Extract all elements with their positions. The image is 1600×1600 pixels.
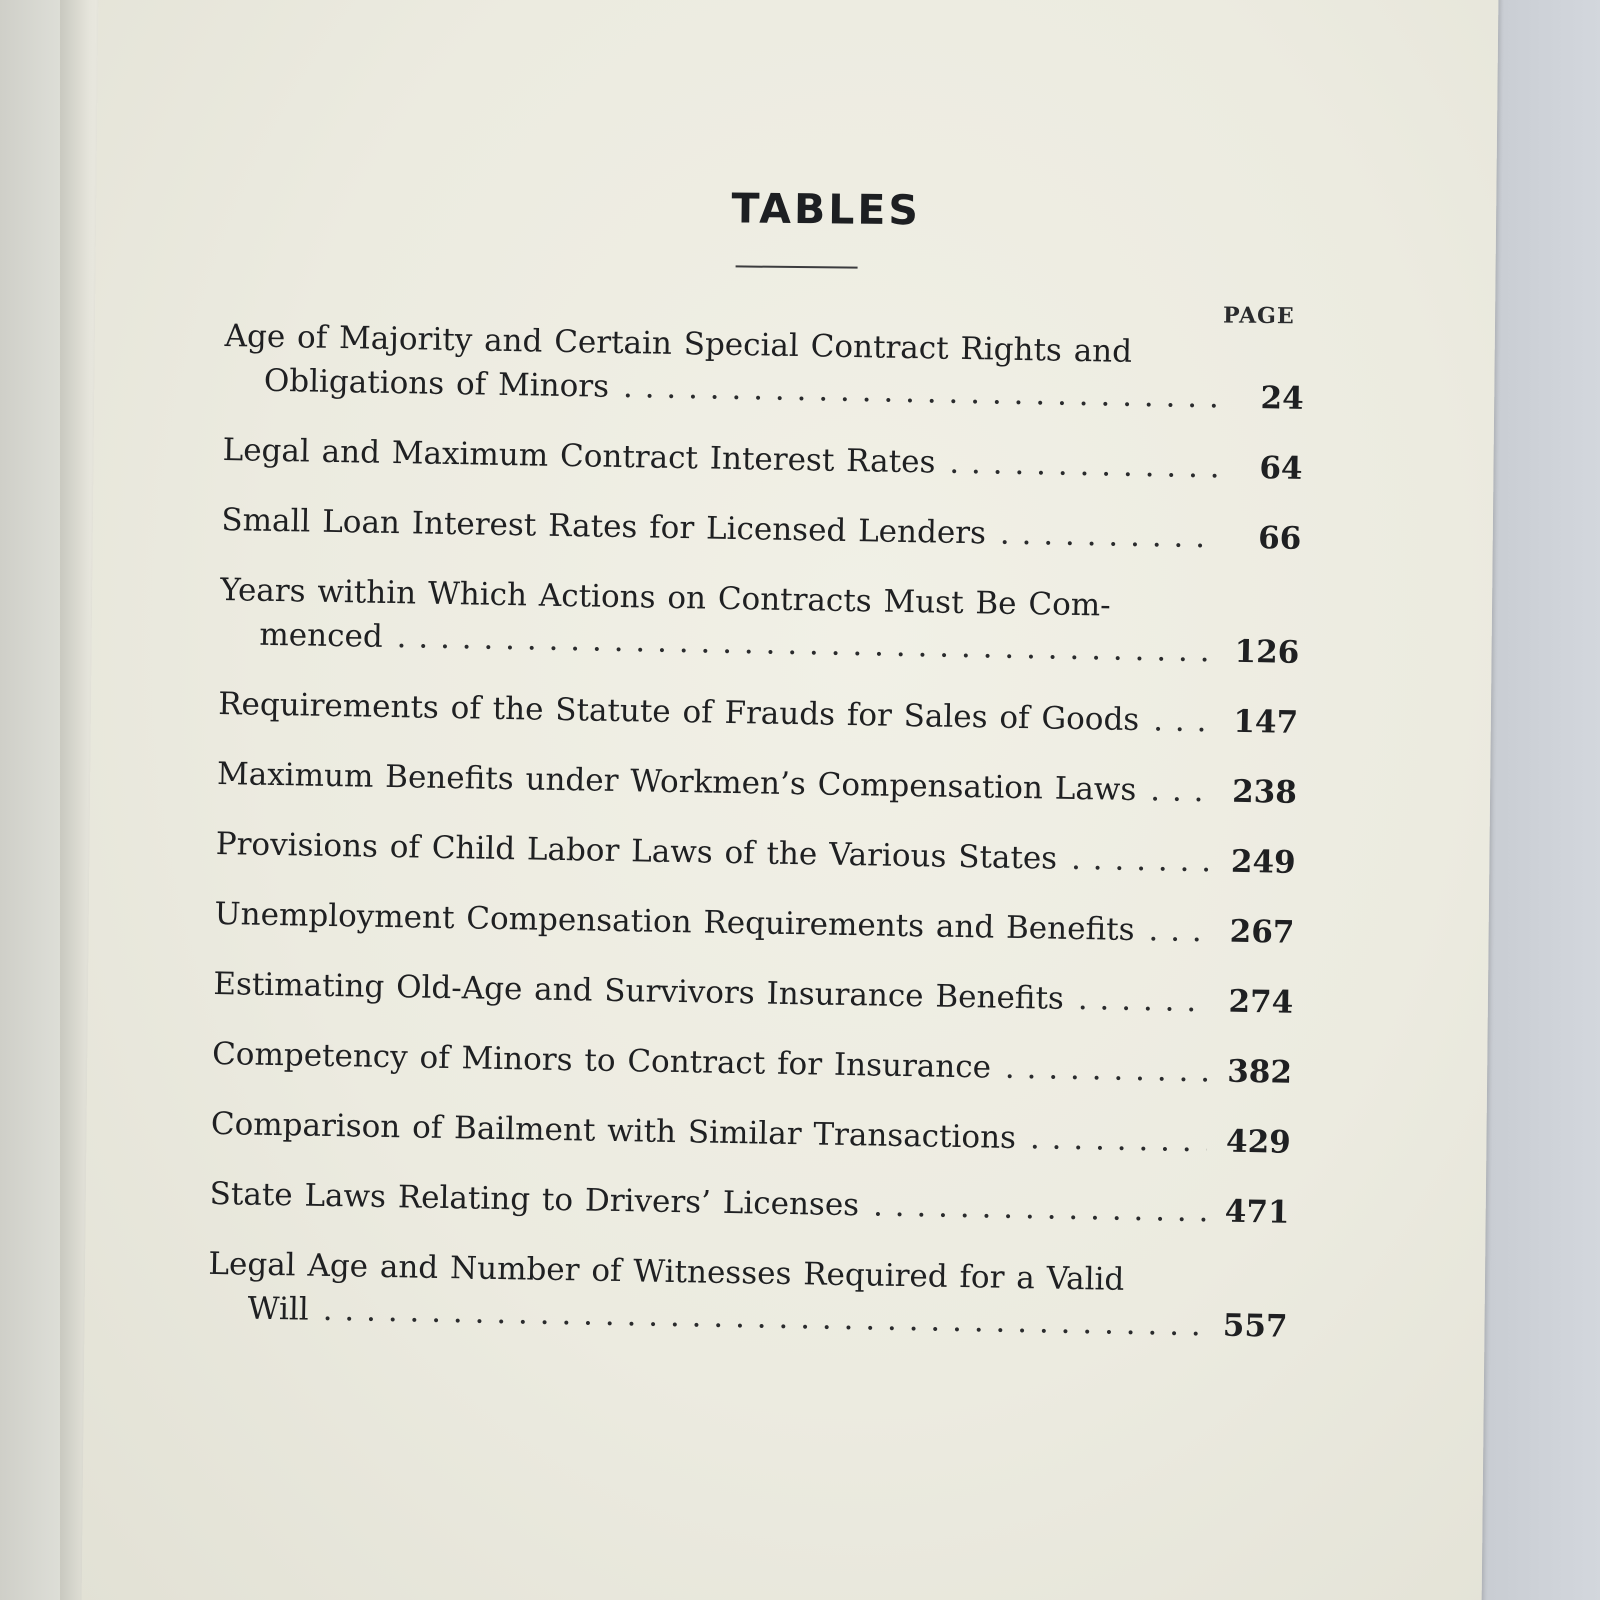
entry-page-number: 66 <box>1257 520 1302 557</box>
background-surface <box>1480 0 1600 1600</box>
dot-leader <box>1030 1116 1208 1163</box>
entry-title: Comparison of Bailment with Similar Transactions <box>210 1105 1017 1156</box>
dot-leader <box>1078 977 1210 1023</box>
dot-leader <box>1071 837 1212 883</box>
list-item <box>224 314 1305 421</box>
entry-title-continued: Obligations of Minors <box>263 362 610 405</box>
entry-title: Legal and Maximum Contract Interest Rates <box>222 432 936 481</box>
title-rule <box>736 265 858 268</box>
entry-title-continued: Will <box>247 1290 310 1328</box>
list-item <box>222 428 1303 491</box>
entry-page-number: 382 <box>1226 1053 1293 1091</box>
entry-page-number: 249 <box>1230 843 1296 881</box>
dot-leader <box>1153 698 1215 743</box>
entry-page-number: 471 <box>1224 1193 1290 1231</box>
entry-title: Legal Age and Number of Witnesses Required for a Valid <box>208 1245 1125 1298</box>
entry-page-number: 64 <box>1259 450 1303 487</box>
list-item <box>217 752 1298 815</box>
entry-page-number: 238 <box>1231 773 1298 811</box>
entry-page-number: 274 <box>1228 983 1294 1021</box>
list-item <box>221 498 1302 561</box>
entry-page-number: 267 <box>1229 913 1295 951</box>
entry-page-number: 557 <box>1222 1307 1288 1345</box>
entry-page-number: 429 <box>1225 1123 1292 1161</box>
list-item <box>214 892 1295 955</box>
entry-page-number: 24 <box>1260 380 1305 417</box>
entry-title: Provisions of Child Labor Laws of the Various States <box>215 825 1058 877</box>
list-item <box>212 1032 1293 1095</box>
list-item <box>211 1102 1292 1165</box>
entry-title: Age of Majority and Certain Special Contract Rights and <box>224 318 1133 370</box>
list-item <box>219 568 1300 675</box>
entry-page-number: 147 <box>1233 703 1299 741</box>
entry-title: Competency of Minors to Contract for Insurance <box>211 1035 992 1086</box>
entry-title: State Laws Relating to Drivers’ Licenses <box>209 1175 860 1224</box>
entry-title: Maximum Benefits under Workmen’s Compensation Laws <box>216 755 1137 809</box>
entry-title: Estimating Old-Age and Survivors Insurance Benefits <box>213 965 1065 1017</box>
dot-leader <box>1150 768 1213 813</box>
dot-leader <box>623 365 1220 419</box>
entry-title: Unemployment Compensation Requirements and Benefits <box>214 895 1135 949</box>
dot-leader <box>873 1184 1206 1234</box>
entry-title: Requirements of the Statute of Frauds for Sales of Goods <box>217 686 1140 739</box>
dot-leader <box>1148 908 1211 953</box>
list-item <box>218 682 1299 745</box>
list-item <box>213 962 1294 1025</box>
tables-list <box>207 314 1305 1375</box>
entry-title-continued: menced <box>259 616 384 655</box>
book-page <box>81 0 1498 1600</box>
list-item <box>215 822 1296 885</box>
list-item <box>209 1172 1290 1235</box>
page-title: TABLES <box>731 184 922 235</box>
entry-title: Years within Which Actions on Contracts Must Be Com- <box>219 572 1111 624</box>
dot-leader <box>949 441 1219 490</box>
entry-page-number: 126 <box>1234 633 1300 671</box>
list-item <box>207 1242 1288 1349</box>
page-column-label: PAGE <box>1222 302 1295 330</box>
entry-title: Small Loan Interest Rates for Licensed Lenders <box>221 502 987 552</box>
dot-leader <box>1005 1046 1209 1094</box>
dot-leader <box>1000 512 1218 560</box>
